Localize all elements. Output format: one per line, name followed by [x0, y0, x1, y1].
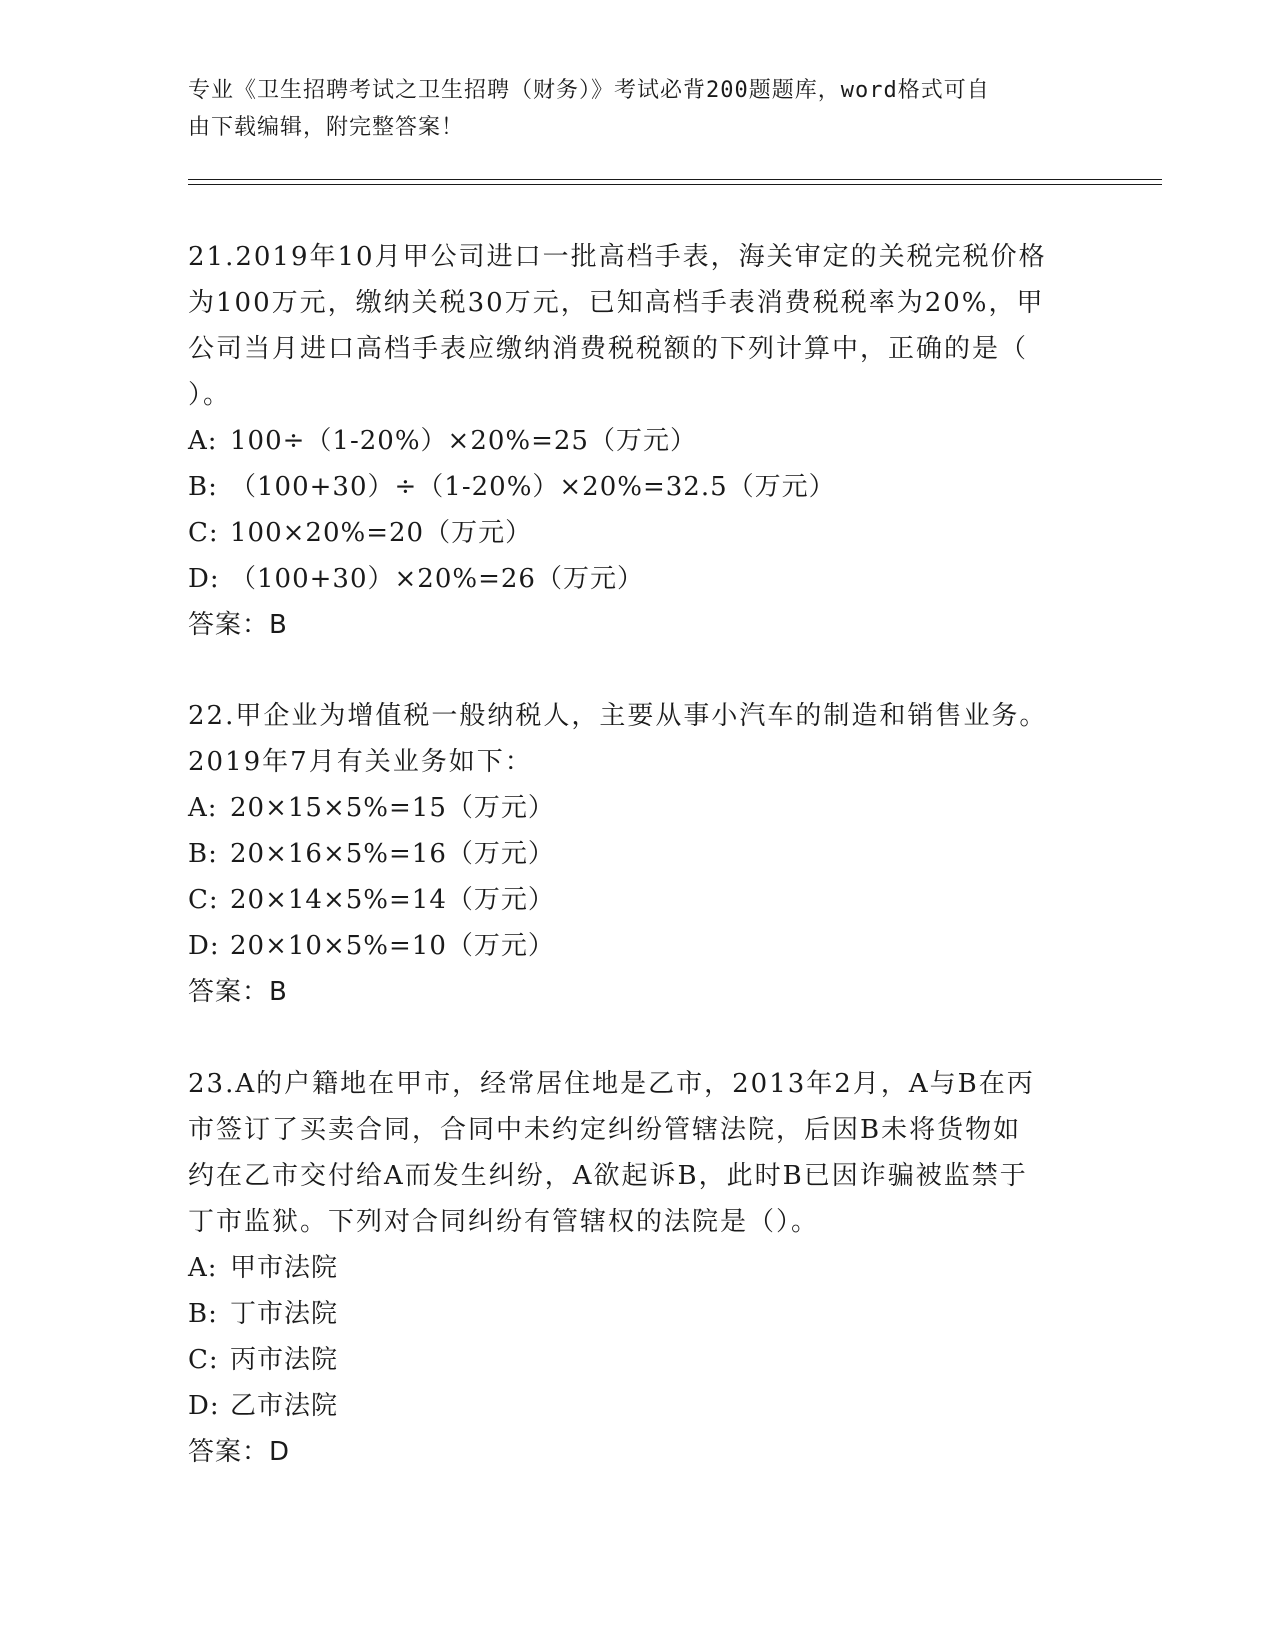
option-label: C:	[188, 1345, 219, 1375]
option-text: 100÷（1-20%）×20%=25（万元）	[230, 426, 697, 456]
question-22	[188, 693, 1088, 1015]
option-c	[188, 877, 1088, 923]
option-label: B:	[188, 839, 218, 869]
option-label: D:	[188, 564, 220, 594]
option-c	[188, 510, 1088, 556]
option-label: B:	[188, 472, 218, 502]
stem-line: 2019年7月有关业务如下：	[188, 747, 533, 777]
option-text: 20×16×5%=16（万元）	[230, 839, 555, 869]
option-text: 甲市法院	[230, 1253, 339, 1283]
option-text: 20×15×5%=15（万元）	[230, 793, 555, 823]
option-d	[188, 556, 1088, 602]
option-b	[188, 464, 1088, 510]
option-label: A:	[188, 793, 218, 823]
answer: 答案：D	[188, 1437, 291, 1467]
stem-line: 约在乙市交付给A而发生纠纷，A欲起诉B，此时B已因诈骗被监禁于	[188, 1161, 1028, 1191]
header-divider-top	[188, 179, 1162, 180]
option-c	[188, 1337, 1088, 1383]
option-label: B:	[188, 1299, 218, 1329]
question-stem	[188, 1061, 1088, 1245]
option-label: D:	[188, 1391, 220, 1421]
option-a	[188, 785, 1088, 831]
question-stem	[188, 693, 1088, 785]
question-23	[188, 1061, 1088, 1475]
option-text: （100+30）×20%=26（万元）	[230, 564, 644, 594]
option-label: A:	[188, 426, 218, 456]
option-label: D:	[188, 931, 220, 961]
option-b	[188, 831, 1088, 877]
stem-line: 公司当月进口高档手表应缴纳消费税税额的下列计算中，正确的是（	[188, 334, 1029, 364]
option-d	[188, 923, 1088, 969]
document-header	[188, 72, 1088, 146]
option-label: C:	[188, 518, 219, 548]
option-text: 20×10×5%=10（万元）	[230, 931, 555, 961]
option-text: 乙市法院	[230, 1391, 339, 1421]
option-text: 20×14×5%=14（万元）	[230, 885, 555, 915]
header-divider-bottom	[188, 184, 1162, 185]
question-stem	[188, 234, 1088, 418]
stem-line: 21.2019年10月甲公司进口一批高档手表，海关审定的关税完税价格	[188, 242, 1047, 272]
option-text: 100×20%=20（万元）	[230, 518, 533, 548]
stem-line: 丁市监狱。下列对合同纠纷有管辖权的法院是（）。	[188, 1207, 820, 1237]
answer: 答案：B	[188, 610, 288, 640]
option-text: 丙市法院	[230, 1345, 339, 1375]
option-a	[188, 1245, 1088, 1291]
header-line-1: 专业《卫生招聘考试之卫生招聘（财务）》考试必背200题题库，word格式可自	[188, 78, 990, 103]
option-d	[188, 1383, 1088, 1429]
stem-line: 市签订了买卖合同，合同中未约定纠纷管辖法院，后因B未将货物如	[188, 1115, 1022, 1145]
header-line-2: 由下载编辑，附完整答案！	[188, 115, 465, 140]
option-label: A:	[188, 1253, 218, 1283]
stem-line: 为100万元，缴纳关税30万元，已知高档手表消费税税率为20%，甲	[188, 288, 1045, 318]
question-21	[188, 234, 1088, 648]
stem-line: 22.甲企业为增值税一般纳税人，主要从事小汽车的制造和销售业务。	[188, 701, 1048, 731]
option-text: 丁市法院	[230, 1299, 339, 1329]
option-label: C:	[188, 885, 219, 915]
option-a	[188, 418, 1088, 464]
stem-line: 23.A的户籍地在甲市，经常居住地是乙市，2013年2月，A与B在丙	[188, 1069, 1035, 1099]
option-b	[188, 1291, 1088, 1337]
stem-line: ）。	[188, 380, 232, 410]
option-text: （100+30）÷（1-20%）×20%=32.5（万元）	[230, 472, 836, 502]
answer: 答案：B	[188, 977, 288, 1007]
